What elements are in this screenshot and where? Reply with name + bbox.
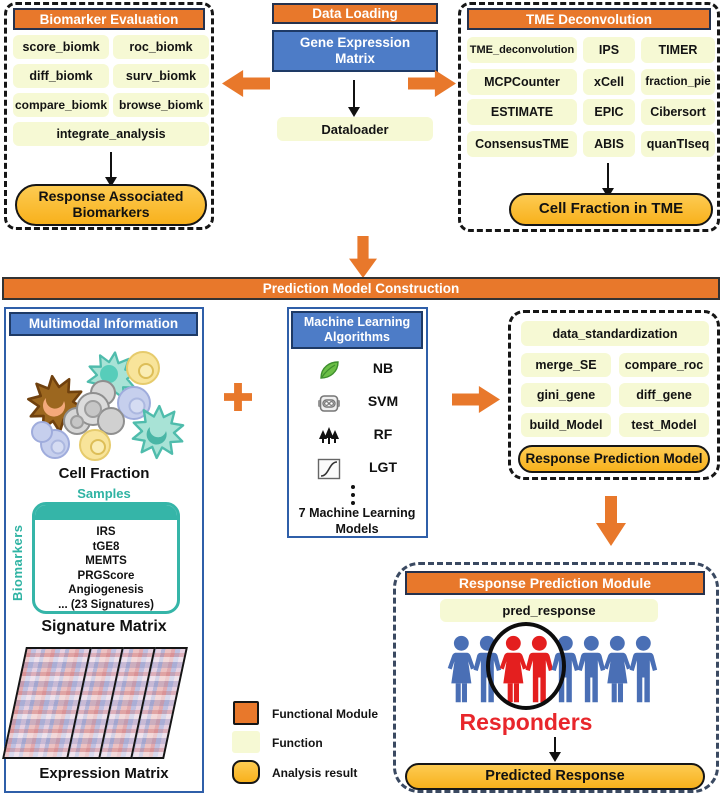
function-browse-biomk: browse_biomk [113,93,209,117]
samples-label: Samples [77,486,131,501]
response-prediction-module [393,562,719,793]
function-tme-deconvolution: TME_deconvolution [467,37,577,63]
result-cell-fraction-in-tme: Cell Fraction in TME [509,193,713,226]
arrow-left-icon [222,70,270,97]
multimodal-information-panel [4,307,204,793]
lavender-cell-icon [32,422,69,458]
legend-analysis-result: Analysis result [272,766,358,780]
ml-algorithm-label: SVM [367,393,399,409]
legend-function: Function [272,736,323,750]
plus-icon [224,383,252,411]
cell-fraction-label: Cell Fraction [58,465,150,482]
ml-algorithm-row [289,390,426,416]
function-cibersort: Cibersort [641,99,715,125]
data-loading-header: Data Loading [272,3,438,24]
arrow-down-icon [554,737,556,753]
ml-algorithm-label: LGT [369,459,397,475]
arrow-right-icon [452,386,500,413]
function-compare-biomk: compare_biomk [13,93,109,117]
function-diff-gene: diff_gene [619,383,709,407]
function-pred-response: pred_response [440,599,658,622]
responders-circle-icon [486,622,566,710]
signature-item: ... (23 Signatures) [58,598,154,611]
expression-matrix-label: Expression Matrix [39,765,169,782]
biomarker-evaluation-header: Biomarker Evaluation [13,8,205,30]
signature-item: Angiogenesis [68,584,144,596]
ml-algorithm-row [289,357,426,383]
analysis-result-swatch [232,760,260,784]
function-compare-roc: compare_roc [619,353,709,377]
function-swatch [232,731,260,753]
function-score-biomk: score_biomk [13,35,109,59]
response-prediction-header: Response Prediction Module [405,571,705,595]
function-xcell: xCell [583,69,635,95]
result-response-prediction-model: Response Prediction Model [518,445,710,473]
function-test-model: test_Model [619,413,709,437]
arrow-down-icon [110,152,112,178]
person-woman-icon [448,636,475,702]
yellow-cell-icon [127,352,159,384]
function-ips: IPS [583,37,635,63]
signature-item: IRS [96,526,116,538]
arrow-down-icon [607,163,609,189]
person-man-icon [578,636,606,702]
ml-algorithm-row [289,456,426,482]
machine-learning-header: Machine Learning Algorithms [291,311,423,349]
function-epic: EPIC [583,99,635,125]
responders-label: Responders [459,709,593,735]
signature-item: MEMTS [85,555,127,567]
biomarkers-axis-label: Biomarkers [10,524,25,602]
prediction-model-construction-banner: Prediction Model Construction [2,277,720,300]
function-surv-biomk: surv_biomk [113,64,209,88]
function-integrate-analysis: integrate_analysis [13,122,209,146]
person-woman-icon [604,636,631,702]
functional-module-swatch [233,701,259,725]
forest-icon [317,424,341,448]
function-diff-biomk: diff_biomk [13,64,109,88]
ml-algorithm-row [289,423,426,449]
function-quantiseq: quanTIseq [641,131,715,157]
leaf-icon [317,358,341,382]
function-consensustme: ConsensusTME [467,131,577,157]
function-fraction-pie: fraction_pie [641,69,715,95]
function-timer: TIMER [641,37,715,63]
arrow-right-icon [408,70,456,97]
function-merge-se: merge_SE [521,353,611,377]
arrow-down-icon [349,236,377,278]
tme-deconvolution-group [458,2,720,232]
expression-matrix-illustration [12,644,202,762]
gene-expression-matrix-box: Gene Expression Matrix [272,30,438,72]
cell-fraction-illustration [15,341,193,465]
machine-learning-panel [287,307,428,538]
model-construction-group [508,310,720,480]
signature-item: PRGScore [77,569,135,582]
tme-deconvolution-header: TME Deconvolution [467,8,711,30]
function-abis: ABIS [583,131,635,157]
legend-functional-module: Functional Module [272,707,378,721]
biomarker-evaluation-group [4,2,214,230]
sigmoid-icon [317,457,341,481]
signature-matrix-box [32,502,180,614]
signature-matrix-label: Signature Matrix [41,618,167,635]
ml-algorithm-label: RF [373,426,393,442]
function-build-model: build_Model [521,413,611,437]
function-data-standardization: data_standardization [521,321,709,346]
function-estimate: ESTIMATE [467,99,577,125]
multimodal-information-header: Multimodal Information [9,312,198,336]
result-predicted-response: Predicted Response [405,763,705,790]
robot-icon [317,391,341,415]
function-roc-biomk: roc_biomk [113,35,209,59]
vertical-ellipsis-icon [351,485,355,505]
result-response-associated-biomarkers: Response Associated Biomarkers [15,184,207,226]
function-dataloader: Dataloader [277,117,433,141]
signature-matrix-topbar [35,505,177,520]
person-man-icon [630,636,658,702]
arrow-down-icon [353,80,355,108]
yellow-cell-icon [80,430,110,460]
arrow-down-icon [596,496,626,546]
signature-item: tGE8 [92,540,120,553]
ml-footer-label: 7 Machine Learning Models [298,506,416,537]
ml-algorithm-label: NB [372,360,394,376]
function-gini-gene: gini_gene [521,383,611,407]
function-mcpcounter: MCPCounter [467,69,577,95]
